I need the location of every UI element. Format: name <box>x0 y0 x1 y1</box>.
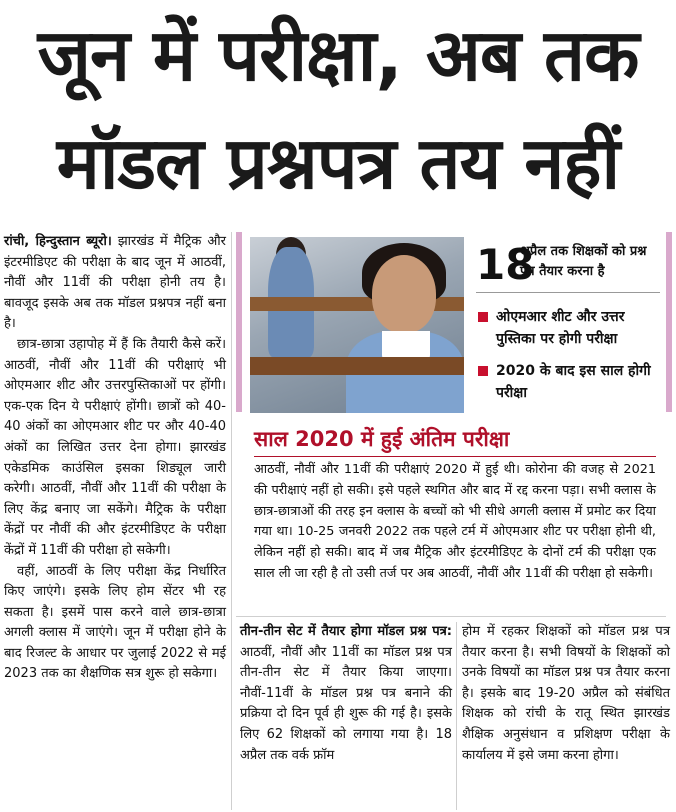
stat-text: अप्रैल तक शिक्षकों को प्रश्न पत्र तैयार करना है <box>520 244 647 279</box>
section-divider <box>236 616 666 617</box>
photo-front-desk <box>250 357 464 375</box>
sub-headline-rule <box>254 456 656 457</box>
left-para-3: वहीं, आठवीं के लिए परीक्षा केंद्र निर्धारित किए जाएंगे। इसके लिए होम सेंटर भी रह सकता है। इसमें पास करने वाले छात्र-छात्रा अगली क्लास में जाएंगे। जून में परीक्षा होने के बाद रिजल्ट के आधार पर जुलाई 2022 से मई 2023 तक का शैक्षणिक सत्र शुरू हो सकेगा। <box>4 563 226 682</box>
bottom-lead: तीन-तीन सेट में तैयार होगा मॉडल प्रश्न पत्र: <box>240 624 452 639</box>
left-para-1 <box>4 232 226 335</box>
mid-para: आठवीं, नौवीं और 11वीं की परीक्षाएं 2020 में हुई थी। कोरोना की वजह से 2021 की परीक्षाएं नहीं हो सकी। इसे पहले स्थगित और बाद में रद्द करना पड़ा। सभी क्लास के छात्र-छात्राओं की तरह इन क्लास के बच्चों को भी सीधे अगली क्लास में प्रमोट कर दिया गया था। 10-25 जनवरी 2022 तक पहले टर्म में ओएमआर शीट पर परीक्षा होनी थी, लेकिन नहीं हो सकी। बाद में जब मैट्रिक और इंटरमीडिएट के दोनों टर्म की परीक्षा एक साल ली जा रही है तो उसी तर्ज पर अब आठवीं, नौवीं और 11वीं की परीक्षा हो सकेगी। <box>254 462 656 581</box>
sub-headline: साल 2020 में हुई अंतिम परीक्षा <box>254 427 510 451</box>
dateline: रांची, हिन्दुस्तान ब्यूरो। <box>4 234 112 249</box>
fact-box <box>470 232 672 412</box>
photo-girl-face <box>372 255 436 333</box>
mid-section-body <box>254 460 656 585</box>
stat-number: 18 <box>476 240 535 289</box>
fact-bullet-2-text: 2020 के बाद इस साल होगी परीक्षा <box>496 363 651 401</box>
fact-box-divider <box>476 292 660 293</box>
fact-bullet-1 <box>478 306 664 350</box>
bullet-square-icon <box>478 312 488 322</box>
headline-line-1: जून में परीक्षा, अब तक <box>37 13 639 97</box>
bottom-para-1-text: आठवीं, नौवीं और 11वीं का मॉडल प्रश्न पत्र तीन-तीन सेट में तैयार किया जाएगा। नौवीं-11वीं के मॉडल प्रश्न पत्र बनाने की प्रक्रिया दो दिन पूर्व ही शुरू की गई है। इसके लिए 62 शिक्षकों को लगाया गया है। 18 अप्रैल तक वर्क फ्रॉम <box>240 644 452 763</box>
column-divider-bottom <box>456 622 457 810</box>
headline-line-2: मॉडल प्रश्नपत्र तय नहीं <box>56 121 620 205</box>
fact-bullet-1-text: ओएमआर शीट और उत्तर पुस्तिका पर होगी परीक्षा <box>496 309 625 347</box>
bottom-para-2: होम में रहकर शिक्षकों को मॉडल प्रश्न पत्र तैयार करना है। सभी विषयों के शिक्षकों को उनके विषयों का मॉडल प्रश्न पत्र तैयार करना है। इसके बाद 19-20 अप्रैल को संबंधित शिक्षक को रांची के रातू स्थित झारखंड शैक्षिक अनुसंधान व प्रशिक्षण परीक्षा के कार्यालय में इसे जमा करना होगा। <box>462 624 670 763</box>
students-photo <box>250 237 464 413</box>
left-column <box>4 232 226 685</box>
photo-accent-bar <box>236 232 242 412</box>
fact-bullet-2 <box>478 360 664 404</box>
left-para-1-text: झारखंड में मैट्रिक और इंटरमीडिएट की परीक्षा के बाद जून में आठवीं, नौवीं और 11वीं की परीक्षा होनी तय है। बावजूद इसके अब तक मॉडल प्रश्नपत्र नहीं बना है। <box>4 234 226 332</box>
column-divider <box>231 232 232 810</box>
bullet-square-icon <box>478 366 488 376</box>
bottom-column-1 <box>240 622 452 766</box>
bottom-column-2 <box>462 622 670 766</box>
bottom-para-1 <box>240 622 452 766</box>
left-para-2: छात्र-छात्रा उहापोह में हैं कि तैयारी कैसे करें। आठवीं, नौवीं और 11वीं की परीक्षाएं भी ओएमआर शीट और उत्तरपुस्तिकाओं पर होंगी। एक-एक दिन ये परीक्षाएं होंगी। छात्रों को 40-40 अंकों का ओएमआर शीट पर और 40-40 अंकों का लिखित उत्तर देना होगा। झारखंड एकेडमिक काउंसिल इसका शिड्यूल जारी करेगी। आठवीं, नौवीं और 11वीं की परीक्षा के लिए केंद्र बनाए जा सकेंगे। मैट्रिक के परीक्षा केंद्रों पर नौवीं की और इंटरमीडिएट के परीक्षा केंद्रों में 11वीं की परीक्षा हो सकेगी। <box>4 336 226 558</box>
